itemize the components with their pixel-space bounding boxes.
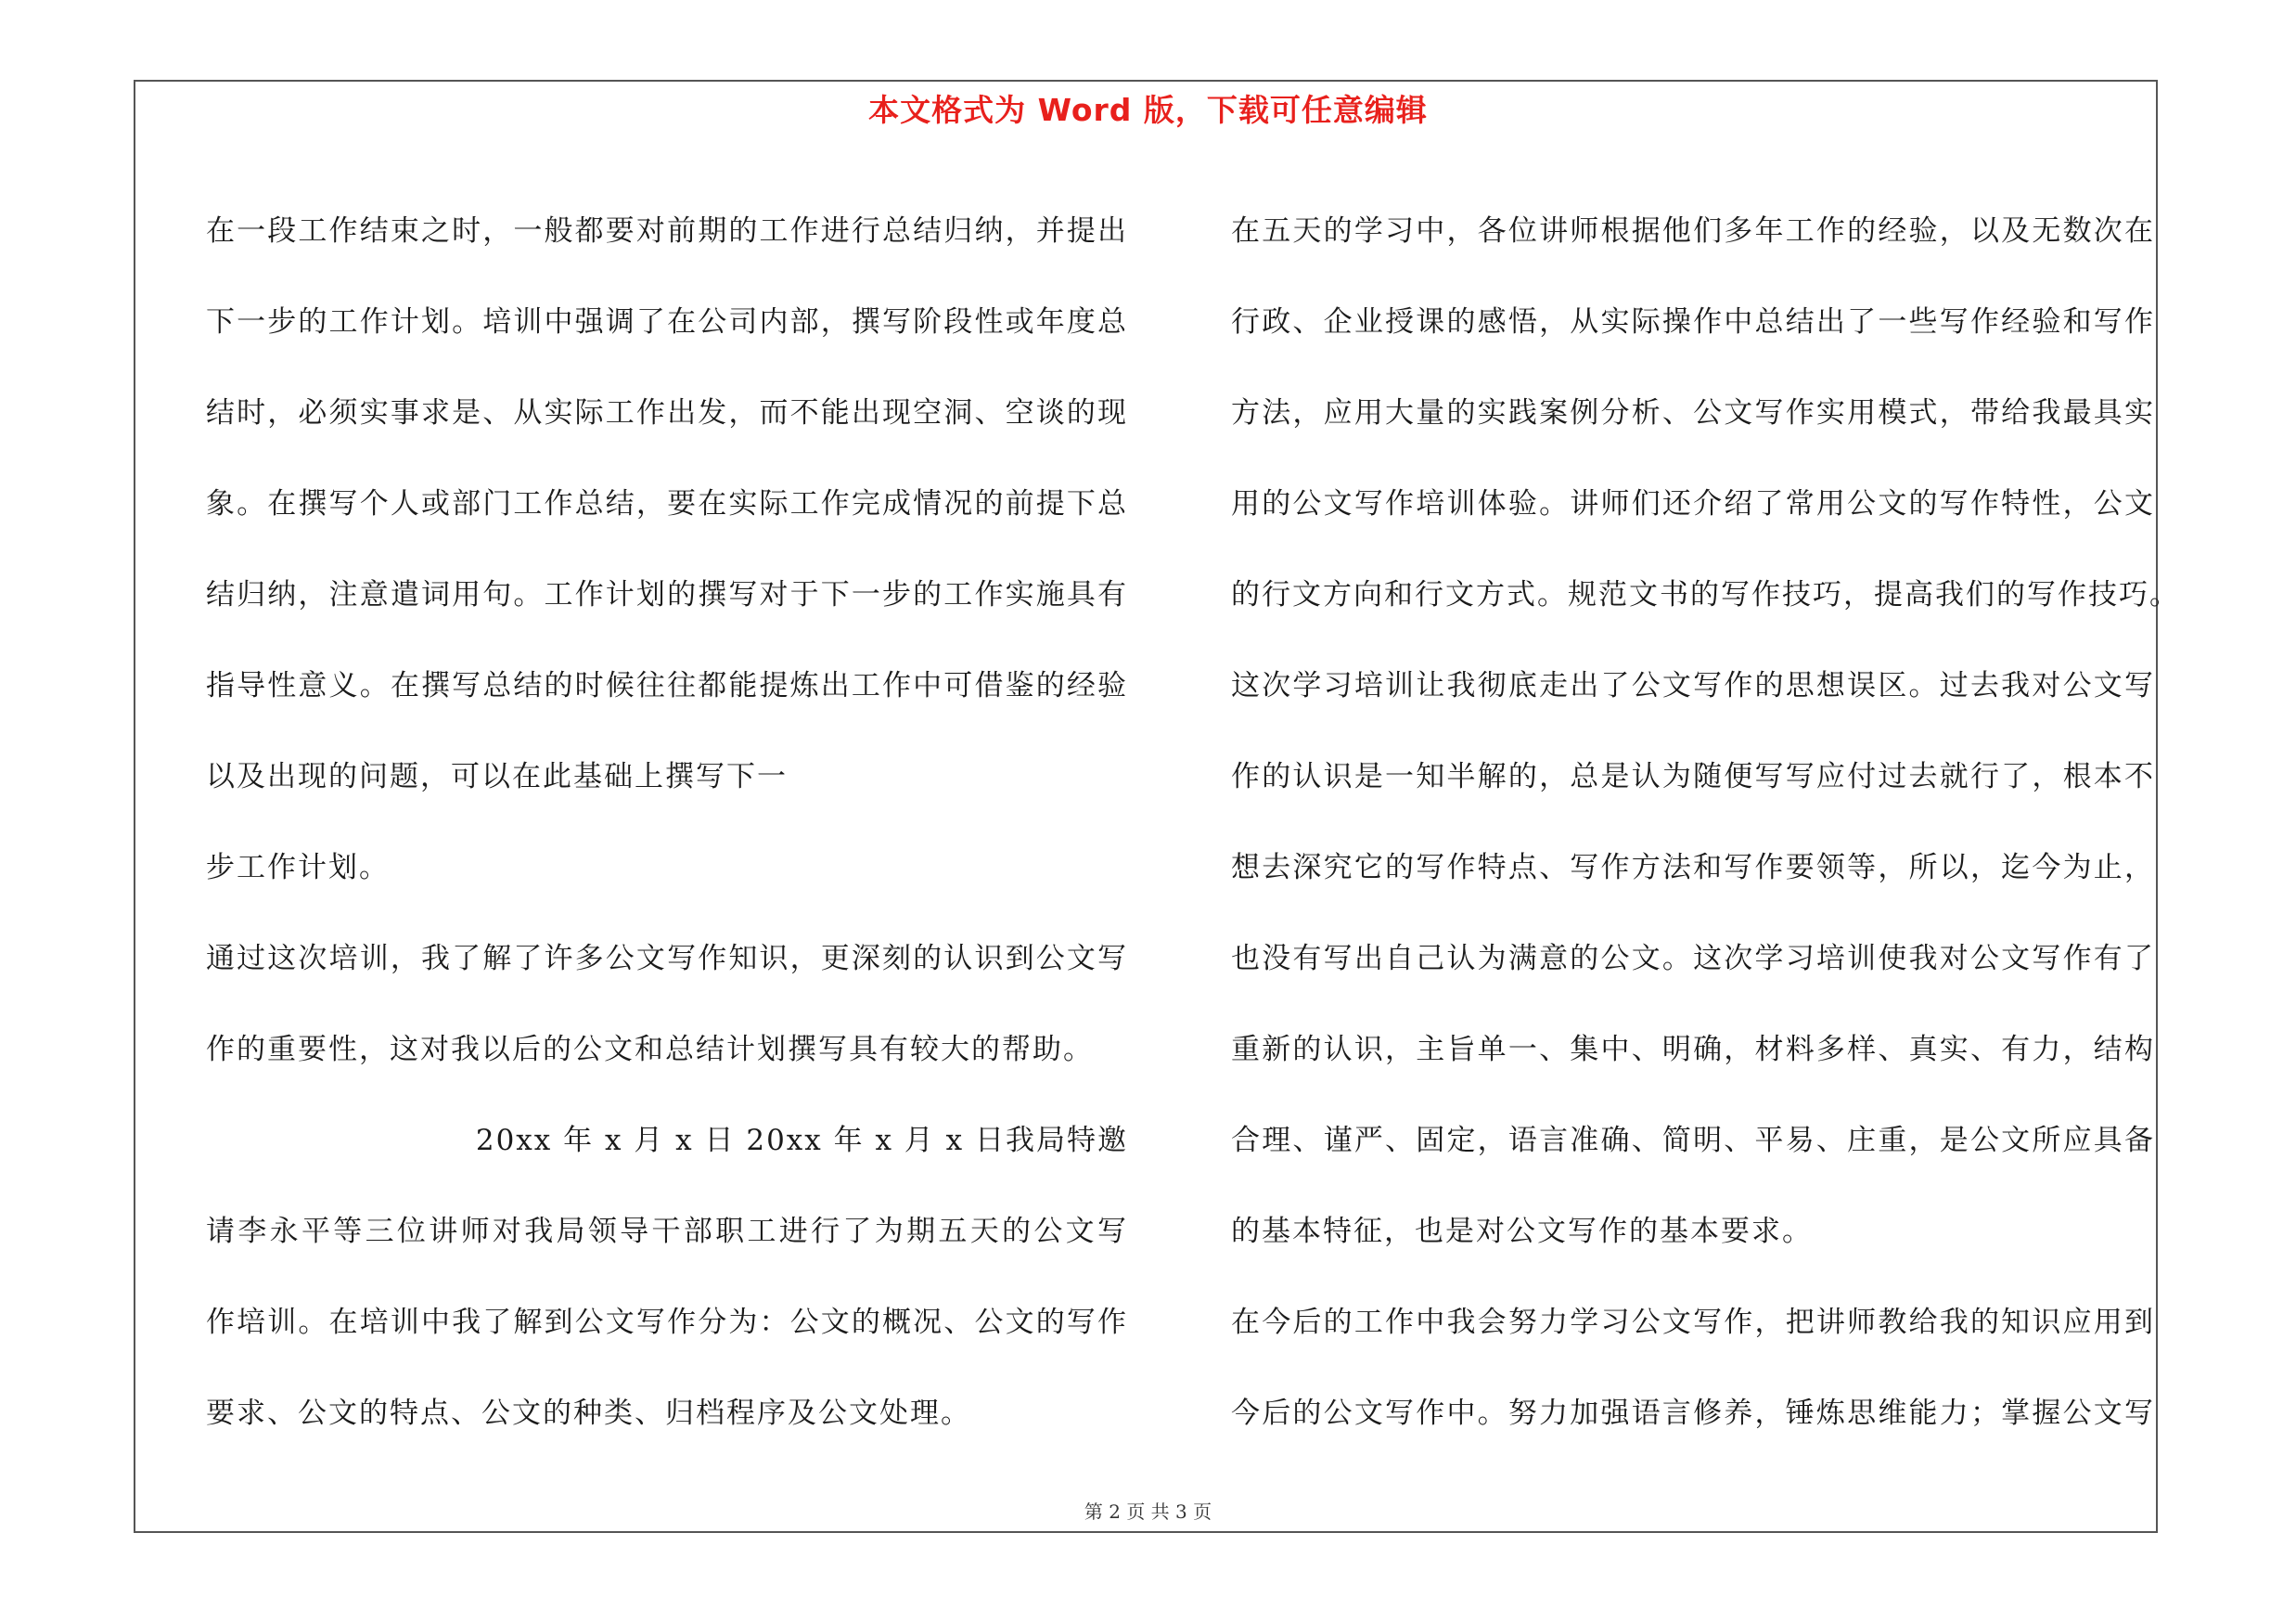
right-line: 这次学习培训让我彻底走出了公文写作的思想误区。过去我对公文写 [1231,669,2155,702]
right-line: 的行文方向和行文方式。规范文书的写作技巧，提高我们的写作技巧。 [1231,578,2180,612]
right-line: 用的公文写作培训体验。讲师们还介绍了常用公文的写作特性，公文 [1231,487,2155,521]
left-line: 请李永平等三位讲师对我局领导干部职工进行了为期五天的公文写 [206,1215,1128,1248]
left-line: 下一步的工作计划。培训中强调了在公司内部，撰写阶段性或年度总 [206,305,1128,339]
left-line: 20xx 年 x 月 x 日 20xx 年 x 月 x 日我局特邀 [475,1124,1128,1157]
left-line: 结时，必须实事求是、从实际工作出发，而不能出现空洞、空谈的现 [206,396,1128,430]
right-line: 方法，应用大量的实践案例分析、公文写作实用模式，带给我最具实 [1231,396,2155,430]
right-line: 合理、谨严、固定，语言准确、简明、平易、庄重，是公文所应具备 [1231,1124,2155,1157]
left-line: 作培训。在培训中我了解到公文写作分为：公文的概况、公文的写作 [206,1306,1128,1339]
left-line: 要求、公文的特点、公文的种类、归档程序及公文处理。 [206,1397,971,1430]
left-line: 指导性意义。在撰写总结的时候往往都能提炼出工作中可借鉴的经验 [206,669,1128,702]
left-line: 象。在撰写个人或部门工作总结，要在实际工作完成情况的前提下总 [206,487,1128,521]
right-line: 的基本特征，也是对公文写作的基本要求。 [1231,1215,1813,1248]
right-line: 在五天的学习中，各位讲师根据他们多年工作的经验，以及无数次在 [1231,214,2155,248]
right-line: 想去深究它的写作特点、写作方法和写作要领等，所以，迄今为止， [1231,851,2155,884]
left-line: 以及出现的问题，可以在此基础上撰写下一 [206,760,788,793]
right-line: 行政、企业授课的感悟，从实际操作中总结出了一些写作经验和写作 [1231,305,2155,339]
right-line: 作的认识是一知半解的，总是认为随便写写应付过去就行了，根本不 [1231,760,2155,793]
right-line: 重新的认识，主旨单一、集中、明确，材料多样、真实、有力，结构 [1231,1033,2155,1066]
page-number: 第 2 页 共 3 页 [1084,1501,1212,1523]
format-banner: 本文格式为 Word 版，下载可任意编辑 [868,92,1428,128]
right-line: 也没有写出自己认为满意的公文。这次学习培训使我对公文写作有了 [1231,942,2155,975]
right-line: 在今后的工作中我会努力学习公文写作，把讲师教给我的知识应用到 [1231,1306,2155,1339]
left-line: 通过这次培训，我了解了许多公文写作知识，更深刻的认识到公文写 [206,942,1128,975]
left-column [206,186,1128,1459]
left-line: 步工作计划。 [206,851,390,884]
left-line: 在一段工作结束之时，一般都要对前期的工作进行总结归纳，并提出 [206,214,1128,248]
right-line: 今后的公文写作中。努力加强语言修养，锤炼思维能力；掌握公文写 [1231,1397,2155,1430]
left-line: 结归纳，注意遣词用句。工作计划的撰写对于下一步的工作实施具有 [206,578,1128,612]
left-line: 作的重要性，这对我以后的公文和总结计划撰写具有较大的帮助。 [206,1033,1094,1066]
right-column [1231,186,2180,1459]
